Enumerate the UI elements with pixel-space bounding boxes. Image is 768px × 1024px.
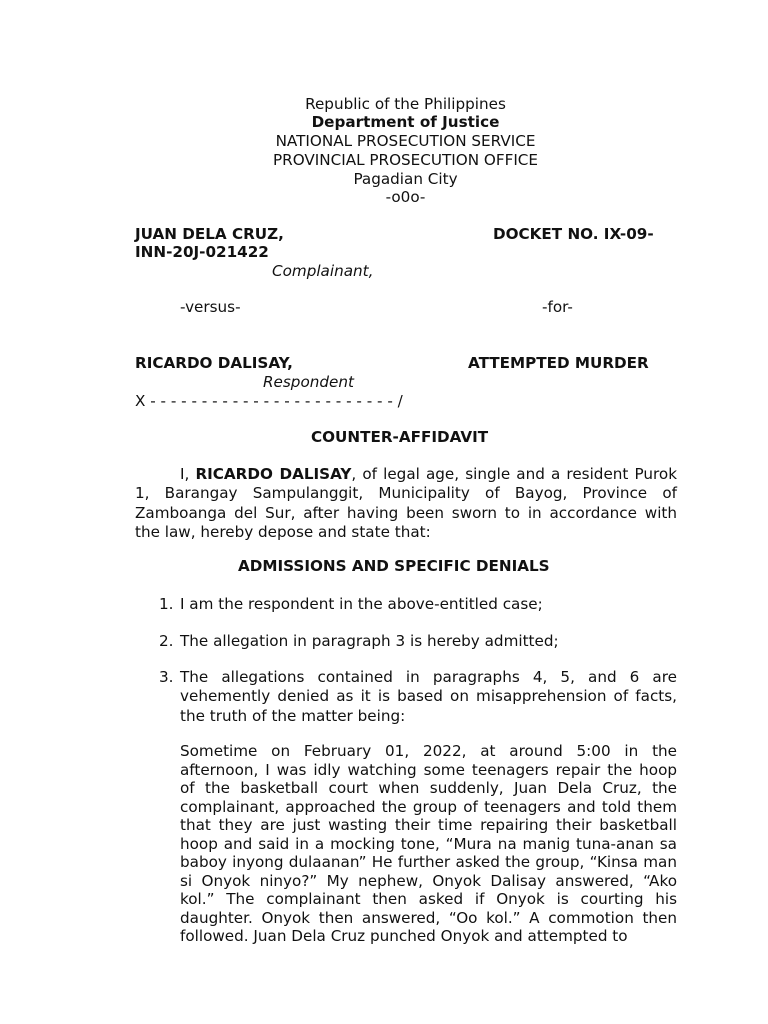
complainant-role: Complainant,: [272, 262, 374, 280]
intro-paragraph: [135, 465, 677, 542]
document-title: COUNTER-AFFIDAVIT: [311, 428, 489, 446]
affiant-name: RICARDO DALISAY: [195, 465, 352, 483]
caption-closing-line: X - - - - - - - - - - - - - - - - - - - - - - - - /: [135, 392, 403, 410]
header-nps: NATIONAL PROSECUTION SERVICE: [275, 132, 536, 150]
header-republic: Republic of the Philippines: [305, 95, 506, 113]
item-3-number: 3.: [159, 668, 174, 686]
item-3-text: The allegations contained in paragraphs 4, 5, and 6 are vehemently denied as it is based on misapprehension of facts, the truth of the matter being:: [180, 668, 677, 725]
intro-prefix: I,: [180, 465, 196, 483]
header-department: Department of Justice: [311, 113, 500, 131]
item-1-text: I am the respondent in the above-entitled case;: [180, 595, 543, 613]
respondent-role: Respondent: [263, 373, 354, 391]
for-label: -for-: [542, 298, 573, 316]
header-ppo: PROVINCIAL PROSECUTION OFFICE: [272, 151, 539, 169]
item-2-text: The allegation in paragraph 3 is hereby admitted;: [180, 632, 559, 650]
docket-number: DOCKET NO. IX-09-: [493, 225, 654, 243]
offense: ATTEMPTED MURDER: [468, 354, 649, 372]
header-separator: -o0o-: [385, 188, 426, 206]
item-2-number: 2.: [159, 632, 174, 650]
respondent-name: RICARDO DALISAY,: [135, 354, 293, 372]
complainant-name: JUAN DELA CRUZ,: [135, 225, 284, 243]
header-city: Pagadian City: [353, 170, 458, 188]
intro-text: , of legal age, single and a resident Purok 1, Barangay Sampulanggit, Municipality of Bayog, Province of Zamboanga del Sur, after having been sworn to in accordance with the law, hereby depose and state that:: [135, 465, 677, 541]
section-title: ADMISSIONS AND SPECIFIC DENIALS: [238, 557, 550, 575]
item-1-number: 1.: [159, 595, 174, 613]
narrative-paragraph: Sometime on February 01, 2022, at around 5:00 in the afternoon, I was idly watching some teenagers repair the hoop of the basketball court when suddenly, Juan Dela Cruz, the complainant, approached the group of teenagers and told them that they are just wasting their time repairing their basketball hoop and said in a mocking tone, “Mura na manig tuna-anan sa baboy inyong dulaanan” He further asked the group, “Kinsa man si Onyok ninyo?” My nephew, Onyok Dalisay answered, “Ako kol.” The complainant then asked if Onyok is courting his daughter. Onyok then answered, “Oo kol.” A commotion then followed. Juan Dela Cruz punched Onyok and attempted to: [180, 742, 677, 945]
docket-number-continued: INN-20J-021422: [135, 243, 269, 261]
versus-label: -versus-: [180, 298, 241, 316]
